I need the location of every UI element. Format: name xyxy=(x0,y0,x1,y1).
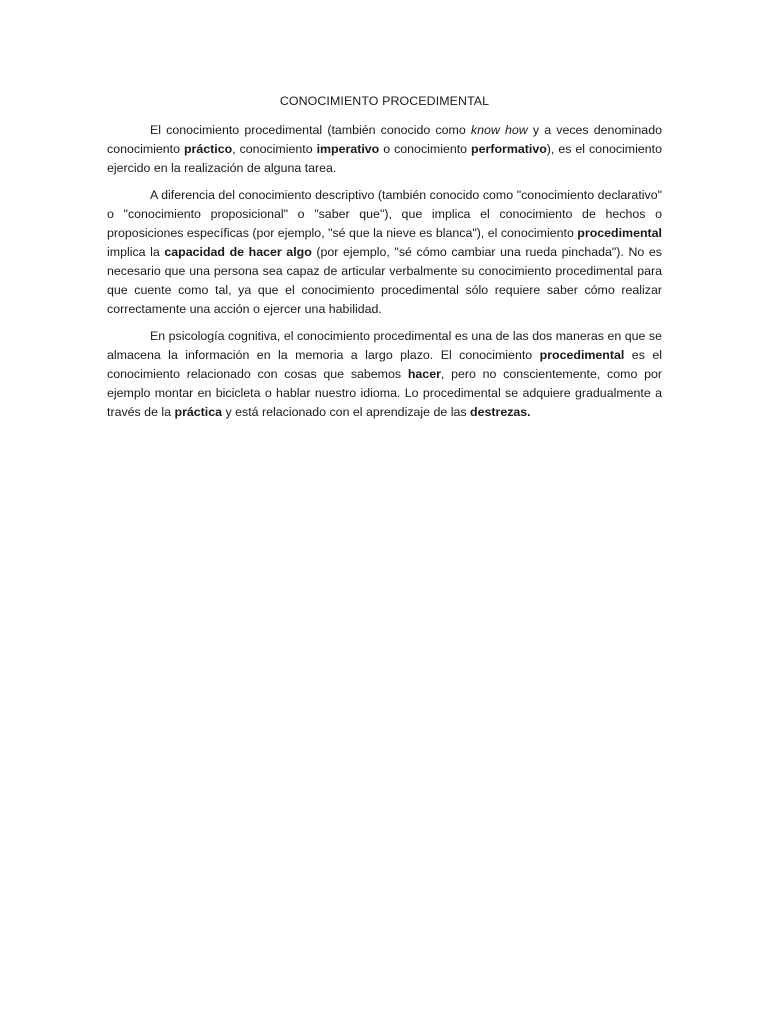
p2-term-procedimental: procedimental xyxy=(577,226,662,240)
p3-text-1: En psicología cognitiva, el conocimiento procedimental es una de las dos maneras en que se almacena la información en la memoria a largo plazo. El conocimiento xyxy=(107,329,662,362)
p1-term-performativo: performativo xyxy=(471,142,547,156)
paragraph-2 xyxy=(107,186,662,319)
p1-text-5: ), es el conocimiento ejercido en la realización de alguna tarea. xyxy=(107,142,662,175)
p2-text-1: A diferencia del conocimiento descriptivo (también conocido como "conocimiento declarativo" o "conocimiento proposicional" o "saber que"), que implica el conocimiento de hechos o proposiciones específicas (por ejemplo, "sé que la nieve es blanca"), el conocimiento xyxy=(107,188,662,240)
p1-text-3: , conocimiento xyxy=(232,142,317,156)
p3-text-2: es el conocimiento relacionado con cosas que sabemos xyxy=(107,348,662,381)
p3-text-4: y está relacionado con el aprendizaje de las xyxy=(222,405,471,419)
p1-term-practico: práctico xyxy=(183,142,233,156)
p3-term-hacer: hacer xyxy=(407,367,441,381)
document-title: CONOCIMIENTO PROCEDIMENTAL xyxy=(279,94,490,108)
document-content xyxy=(107,92,662,430)
paragraph-3 xyxy=(107,327,662,422)
p3-term-procedimental: procedimental xyxy=(539,348,625,362)
p1-term-imperativo: imperativo xyxy=(316,142,380,156)
p3-term-destrezas: destrezas. xyxy=(470,405,531,419)
p2-text-3: (por ejemplo, "sé cómo cambiar una rueda pinchada"). No es necesario que una persona sea capaz de articular verbalmente su conocimiento procedimental para que cuente como tal, ya que el conocimiento procedimental sólo requiere saber cómo realizar correctamente una acción o ejercer una habilidad. xyxy=(107,245,662,316)
p1-text-1: El conocimiento procedimental (también conocido como xyxy=(150,123,471,137)
p1-term-know-how: know how xyxy=(470,123,528,137)
p2-term-capacidad: capacidad de hacer algo xyxy=(164,245,312,259)
p2-text-2: implica la xyxy=(107,245,165,259)
p3-term-practica: práctica xyxy=(174,405,223,419)
p1-text-4: o conocimiento xyxy=(379,142,472,156)
p3-text-3: , pero no conscientemente, como por ejemplo montar en bicicleta o hablar nuestro idioma. Lo procedimental se adquiere gradualmente a través de la xyxy=(107,367,662,419)
p1-text-2: y a veces denominado conocimiento xyxy=(107,123,662,156)
paragraph-1 xyxy=(107,121,662,178)
